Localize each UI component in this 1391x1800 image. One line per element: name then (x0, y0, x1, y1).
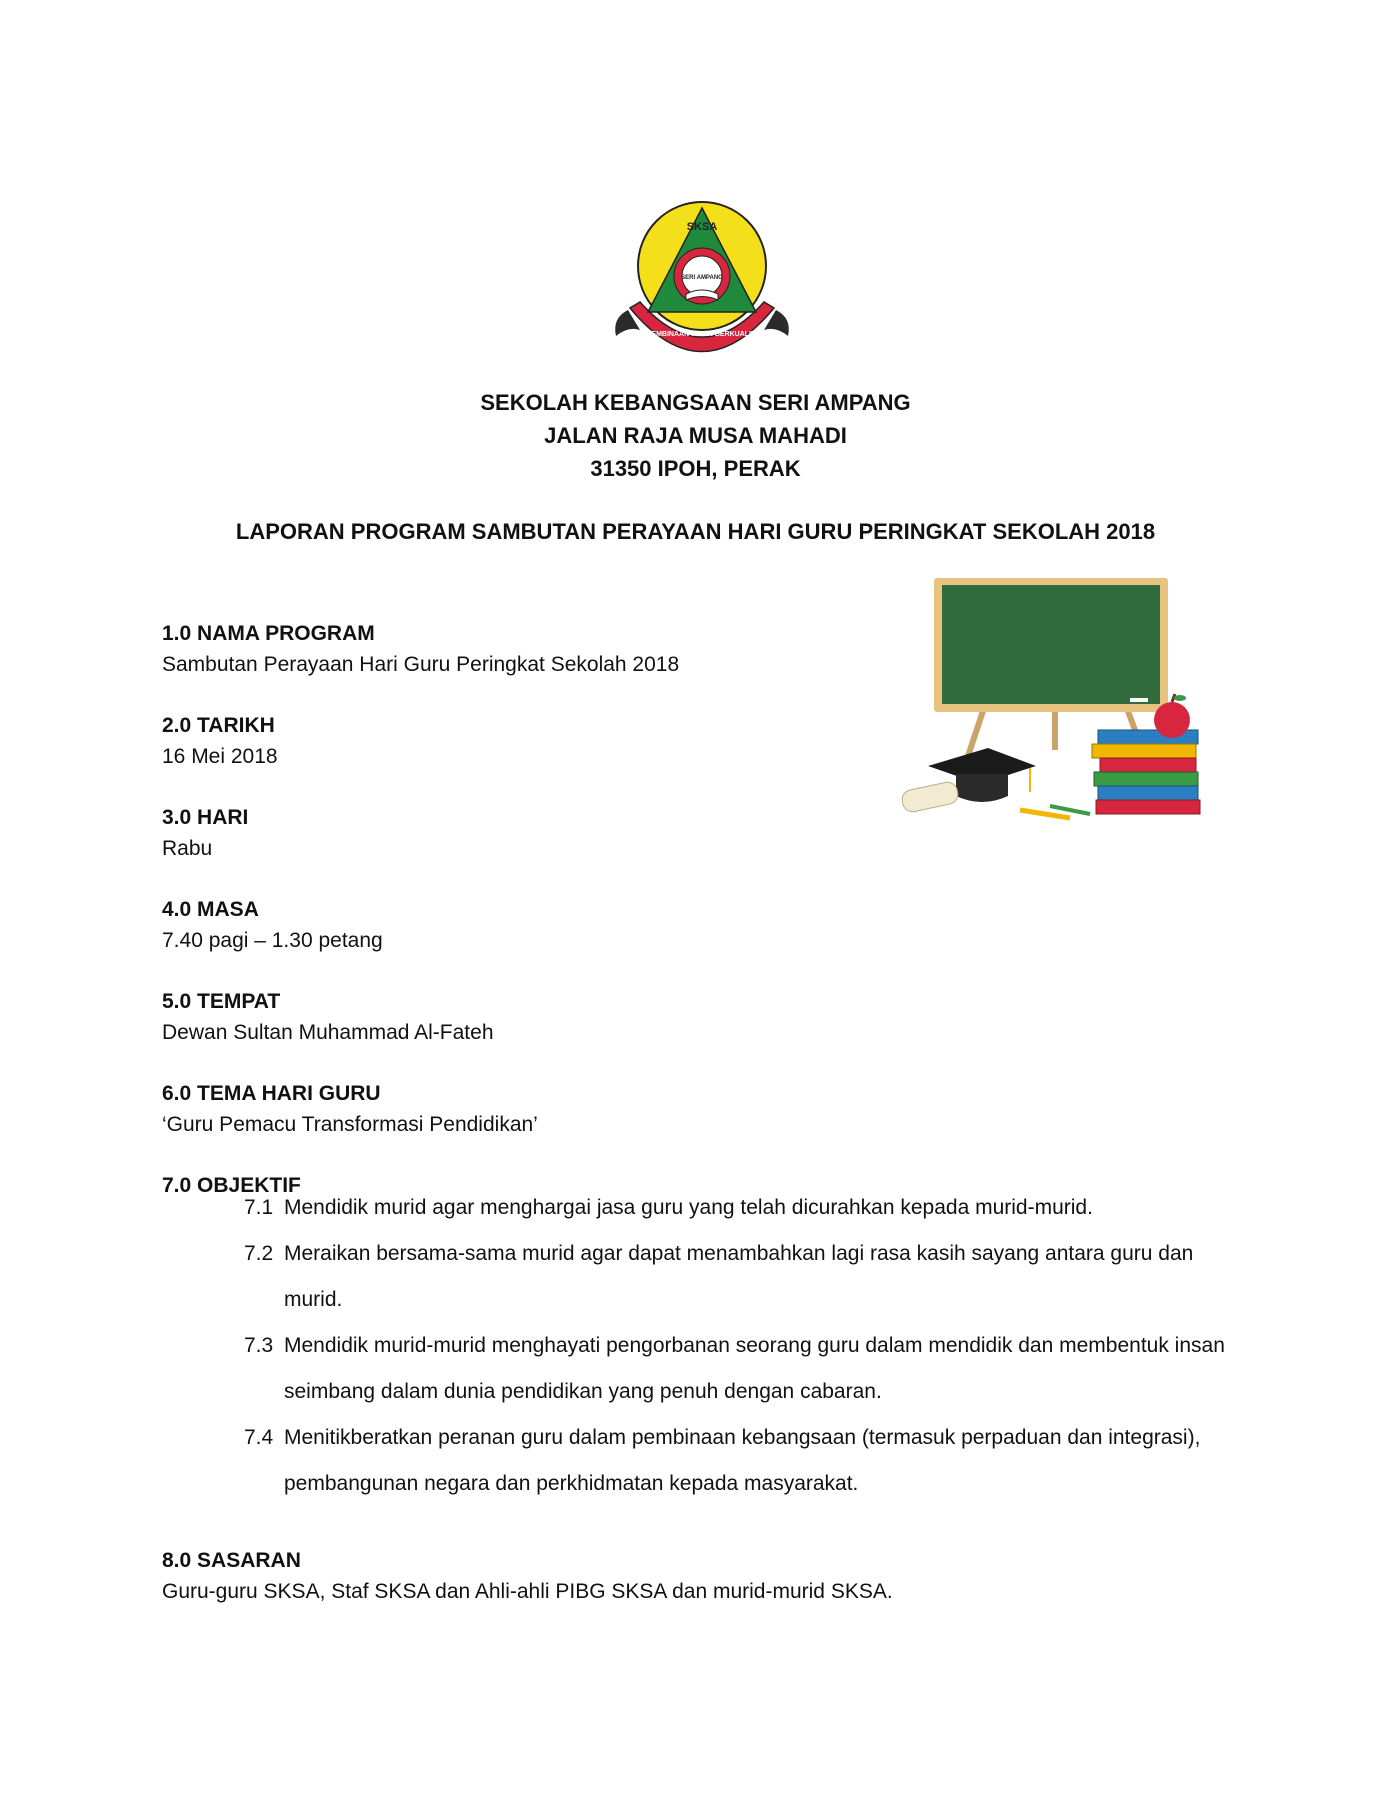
objective-text: Mendidik murid-murid menghayati pengorbanan seorang guru dalam mendidik dan membentuk insan seimbang dalam dunia pendidikan yang penuh dengan cabaran. (284, 1334, 1225, 1403)
school-street: JALAN RAJA MUSA MAHADI (544, 423, 847, 448)
school-name: SEKOLAH KEBANGSAAN SERI AMPANG (480, 390, 911, 415)
school-logo (606, 190, 798, 372)
objective-number: 7.1 (244, 1196, 274, 1219)
section-heading: 6.0 TEMA HARI GURU (162, 1082, 381, 1105)
section-heading: 4.0 MASA (162, 898, 259, 921)
list-item (244, 1231, 1244, 1323)
list-item (244, 1185, 1244, 1231)
objective-text: Meraikan bersama-sama murid agar dapat menambahkan lagi rasa kasih sayang antara guru dan murid. (284, 1242, 1194, 1311)
objective-number: 7.3 (244, 1334, 274, 1357)
section-tema (162, 1078, 538, 1140)
section-heading: 3.0 HARI (162, 806, 249, 829)
section-hari (162, 802, 248, 864)
section-heading: 8.0 SASARAN (162, 1549, 301, 1572)
section-value: Guru-guru SKSA, Staf SKSA dan Ahli-ahli PIBG SKSA dan murid-murid SKSA. (162, 1580, 893, 1603)
logo-banner-text: PEMBINAAN INSAN BERKUALITI (646, 331, 758, 338)
section-heading: 1.0 NAMA PROGRAM (162, 622, 375, 645)
section-value: 7.40 pagi – 1.30 petang (162, 929, 383, 952)
section-heading: 7.0 OBJEKTIF (162, 1174, 301, 1197)
section-tempat (162, 986, 494, 1048)
list-item (244, 1415, 1244, 1507)
section-tarikh (162, 710, 278, 772)
section-masa (162, 894, 383, 956)
report-title: LAPORAN PROGRAM SAMBUTAN PERAYAAN HARI GURU PERINGKAT SEKOLAH 2018 (235, 519, 1156, 544)
section-value: 16 Mei 2018 (162, 745, 278, 768)
chalkboard-illustration (900, 570, 1218, 830)
logo-text-top: SKSA (686, 221, 718, 233)
objective-number: 7.4 (244, 1426, 274, 1449)
objective-number: 7.2 (244, 1242, 274, 1265)
section-heading: 5.0 TEMPAT (162, 990, 281, 1013)
section-sasaran (162, 1545, 893, 1607)
list-item (244, 1323, 1244, 1415)
section-value: Rabu (162, 837, 213, 860)
section-nama-program (162, 618, 679, 680)
section-heading: 2.0 TARIKH (162, 714, 275, 737)
school-header (0, 386, 1391, 485)
section-value: Sambutan Perayaan Hari Guru Peringkat Sekolah 2018 (162, 653, 680, 676)
objective-text: Mendidik murid agar menghargai jasa guru yang telah dicurahkan kepada murid-murid. (284, 1196, 1093, 1219)
section-value: Dewan Sultan Muhammad Al-Fateh (162, 1021, 494, 1044)
section-value: ‘Guru Pemacu Transformasi Pendidikan’ (162, 1113, 538, 1136)
objectives-list (244, 1185, 1244, 1507)
logo-text-center: SERI AMPANG (681, 275, 723, 281)
school-city: 31350 IPOH, PERAK (590, 456, 801, 481)
objective-text: Menitikberatkan peranan guru dalam pembinaan kebangsaan (termasuk perpaduan dan integrasi), pembangunan negara dan perkhidmatan kepada masyarakat. (284, 1426, 1201, 1495)
